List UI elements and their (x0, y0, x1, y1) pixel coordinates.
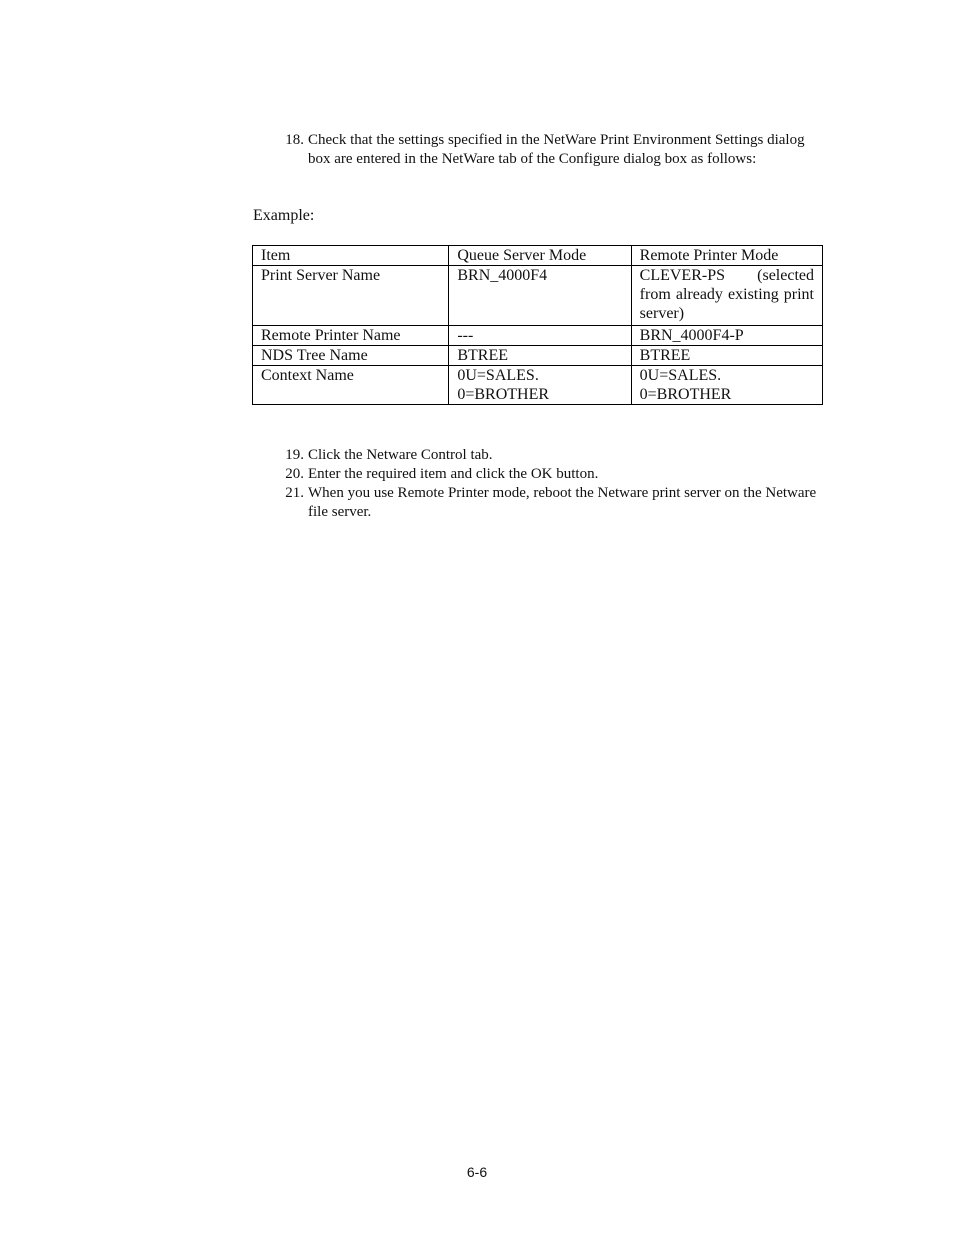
step-number: 18. (285, 132, 304, 148)
step-text: Enter the required item and click the OK button. (308, 466, 599, 482)
table-cell: BTREE (631, 346, 822, 366)
table-row (253, 326, 823, 346)
table-cell: BTREE (449, 346, 631, 366)
step-text: When you use Remote Printer mode, reboot the Netware print server on the Netware file server. (308, 485, 817, 520)
step-18 (280, 131, 820, 168)
page-number: 6-6 (466, 1164, 488, 1180)
table-cell: 0U=SALES. 0=BROTHER (631, 366, 822, 405)
example-label: Example: (253, 207, 315, 224)
step-text: Check that the settings specified in the NetWare Print Environment Settings dialog box are entered in the NetWare tab of the Configure dialog box as follows: (308, 132, 805, 167)
settings-table (252, 245, 823, 405)
table-cell: Print Server Name (253, 266, 449, 326)
header-queue-server-mode: Queue Server Mode (449, 246, 631, 266)
table-cell: 0U=SALES. 0=BROTHER (449, 366, 631, 405)
step-number: 19. (285, 447, 304, 463)
table-row (253, 346, 823, 366)
step-number: 20. (285, 466, 304, 482)
table-header-row (253, 246, 823, 266)
table-cell: NDS Tree Name (253, 346, 449, 366)
table-cell: BRN_4000F4 (449, 266, 631, 326)
header-remote-printer-mode: Remote Printer Mode (631, 246, 822, 266)
table-cell: Context Name (253, 366, 449, 405)
header-item: Item (253, 246, 449, 266)
table-cell: Remote Printer Name (253, 326, 449, 346)
step-19 (280, 446, 820, 465)
table-cell: --- (449, 326, 631, 346)
step-text: Click the Netware Control tab. (308, 447, 493, 463)
step-20 (280, 465, 820, 484)
step-number: 21. (285, 485, 304, 501)
table-row (253, 266, 823, 326)
table-cell: CLEVER-PS (selected from already existing print server) (631, 266, 822, 326)
table-row (253, 366, 823, 405)
table-cell: BRN_4000F4-P (631, 326, 822, 346)
step-21 (280, 484, 820, 521)
